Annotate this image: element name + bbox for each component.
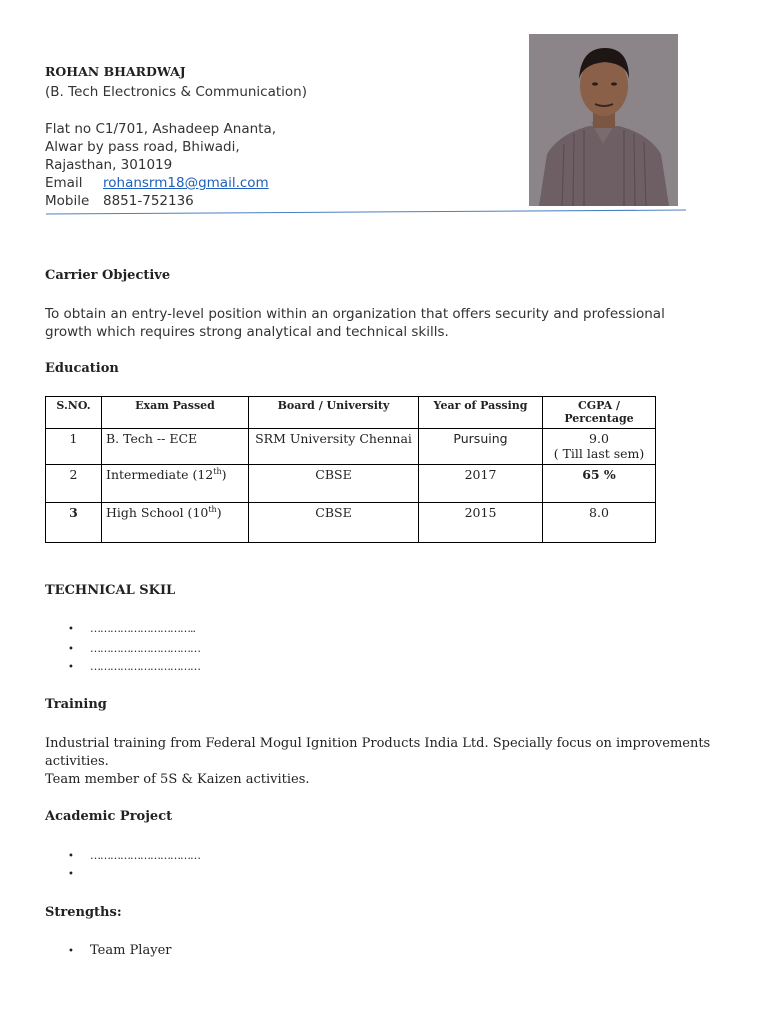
row-year: 2017 [419, 465, 543, 503]
profile-photo [529, 34, 678, 206]
mobile-row [45, 192, 194, 210]
row-sno: 1 [46, 429, 102, 465]
table-row [46, 503, 656, 543]
list-item-text: Team Player [90, 943, 172, 958]
training-line-1: Industrial training from Federal Mogul Ignition Products India Ltd. Specially focus on improvements [45, 736, 711, 751]
row-exam [102, 465, 249, 503]
email-row [45, 174, 269, 192]
education-heading: Education [45, 361, 119, 376]
bullet-icon: • [68, 851, 74, 862]
row-exam-text: Intermediate (12 [106, 467, 214, 483]
row-exam [102, 503, 249, 543]
training-line-2: activities. [45, 754, 109, 769]
address-line-3: Rajasthan, 301019 [45, 157, 173, 173]
row-score-value: 9.0 [589, 431, 609, 446]
project-heading: Academic Project [45, 809, 173, 824]
row-sno: 2 [46, 465, 102, 503]
objective-heading: Carrier Objective [45, 268, 171, 283]
row-score-note: ( Till last sem) [553, 446, 645, 461]
row-board: CBSE [249, 465, 419, 503]
bullet-icon: • [68, 869, 74, 880]
mobile-number: 8851-752136 [103, 193, 194, 209]
mobile-label: Mobile [45, 193, 90, 209]
table-row [46, 465, 656, 503]
row-year: 2015 [419, 503, 543, 543]
row-exam-sup: th [213, 467, 222, 476]
header-divider [46, 209, 686, 215]
profile-photo-image [529, 34, 678, 206]
email-link[interactable]: rohansrm18@gmail.com [103, 175, 269, 191]
list-item [68, 867, 90, 880]
row-exam-close: ) [216, 505, 222, 521]
row-exam: B. Tech -- ECE [102, 429, 249, 465]
col-year: Year of Passing [419, 397, 543, 429]
row-score [543, 429, 656, 465]
list-item-text: …………………………… [90, 660, 200, 673]
strengths-heading: Strengths: [45, 905, 122, 920]
list-item-text: …………………………… [90, 849, 200, 862]
list-item [68, 622, 195, 635]
bullet-icon: • [68, 624, 74, 635]
address-line-2: Alwar by pass road, Bhiwadi, [45, 139, 240, 155]
row-board: CBSE [249, 503, 419, 543]
row-score: 8.0 [543, 503, 656, 543]
col-board: Board / University [249, 397, 419, 429]
list-item [68, 642, 200, 655]
education-table [45, 396, 656, 543]
col-sno: S.NO. [46, 397, 102, 429]
row-score: 65 % [543, 465, 656, 503]
row-exam-close: ) [221, 467, 227, 483]
row-exam-sup: th [208, 505, 217, 514]
list-item-text: ………………………….. [90, 622, 195, 635]
row-sno: 3 [46, 503, 102, 543]
training-heading: Training [45, 697, 107, 712]
col-score: CGPA / Percentage [543, 397, 656, 429]
training-line-3: Team member of 5S & Kaizen activities. [45, 772, 310, 787]
education-table-header [46, 397, 656, 429]
row-year: Pursuing [419, 429, 543, 465]
email-label: Email [45, 175, 83, 191]
address-line-1: Flat no C1/701, Ashadeep Ananta, [45, 121, 277, 137]
list-item [68, 943, 171, 958]
objective-line-2: growth which requires strong analytical and technical skills. [45, 324, 449, 340]
bullet-icon: • [68, 946, 74, 957]
degree: (B. Tech Electronics & Communication) [45, 84, 307, 100]
list-item-text: …………………………… [90, 642, 200, 655]
list-item [68, 660, 200, 673]
list-item [68, 849, 200, 862]
technical-heading: TECHNICAL SKIL [45, 583, 176, 598]
candidate-name: ROHAN BHARDWAJ [45, 64, 186, 79]
row-board: SRM University Chennai [249, 429, 419, 465]
col-exam: Exam Passed [102, 397, 249, 429]
row-exam-text: High School (10 [106, 505, 209, 521]
objective-line-1: To obtain an entry-level position within an organization that offers security and professional [45, 306, 665, 322]
bullet-icon: • [68, 662, 74, 673]
table-row [46, 429, 656, 465]
bullet-icon: • [68, 644, 74, 655]
